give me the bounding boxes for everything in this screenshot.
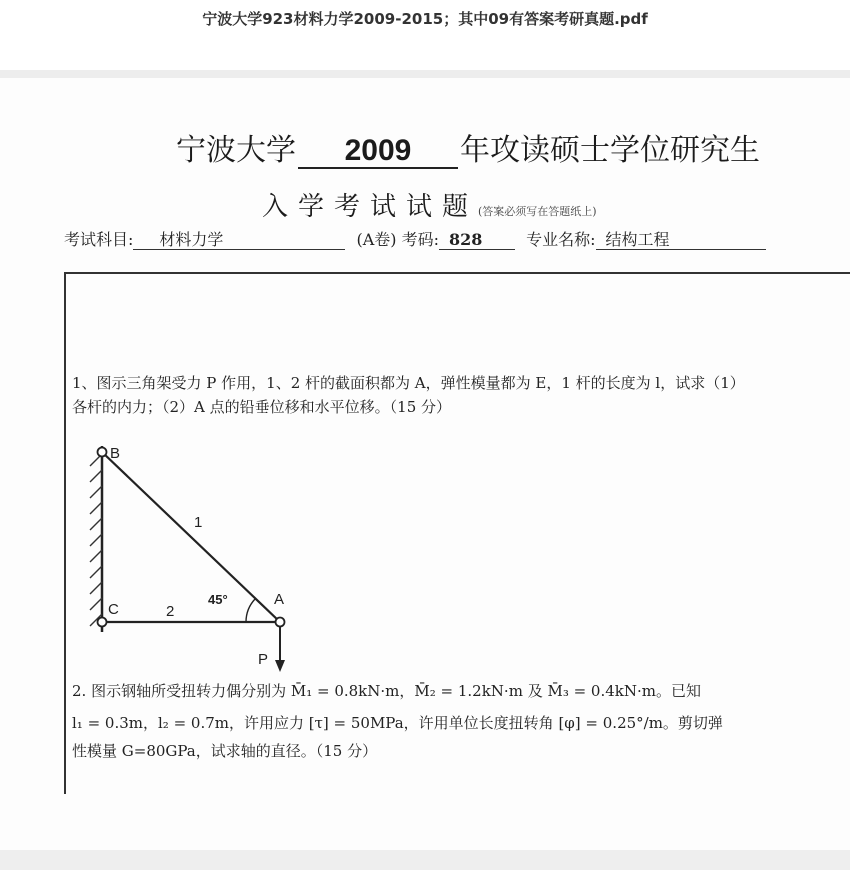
header-divider <box>0 70 850 78</box>
major-value: 结构工程 <box>596 231 766 250</box>
question-2-line-1: 2. 图示钢轴所受扭转力偶分别为 M̄₁ = 0.8kN·m，M̄₂ = 1.2kN·m 及 M̄₃ = 0.4kN·m。已知 <box>72 682 701 700</box>
joint-a <box>276 618 285 627</box>
label-bar-1: 1 <box>194 514 203 531</box>
exam-title-prefix: 宁波大学 <box>176 133 296 168</box>
question-2-line-3: 性模量 G=80GPa，试求轴的直径。（15 分） <box>72 742 378 760</box>
question-1-line-2: 各杆的内力；（2）A 点的铅垂位移和水平位移。（15 分） <box>72 398 452 416</box>
label-a: A <box>274 591 285 608</box>
question-1-line-1: 1、图示三角架受力 P 作用，1、2 杆的截面积都为 A，弹性模量都为 E，1 杆的长度为 l，试求（1） <box>72 374 745 392</box>
label-angle: 45° <box>208 592 228 607</box>
code-value: 828 <box>439 231 515 250</box>
label-p: P <box>258 651 269 668</box>
exam-year: 2009 <box>298 135 458 169</box>
joint-b <box>98 448 107 457</box>
subject-value: 材料力学 <box>133 231 345 250</box>
label-bar-2: 2 <box>166 603 175 620</box>
viewer-header <box>0 0 850 70</box>
label-b: B <box>110 445 121 462</box>
exam-subtitle <box>262 186 597 223</box>
load-arrowhead <box>275 660 285 672</box>
subject-label: 考试科目: <box>64 230 134 249</box>
exam-subtitle-text: 入学考试试题 <box>262 192 479 222</box>
bar-1 <box>102 452 280 622</box>
question-2-line-2: l₁ = 0.3m，l₂ = 0.7m，许用应力 [τ] = 50MPa，许用单位长度扭转角 [φ] = 0.25°/m。剪切弹 <box>72 714 723 732</box>
paper-code-label: (A卷) 考码: <box>356 230 440 249</box>
label-c: C <box>108 601 119 618</box>
exam-info-line <box>64 230 850 250</box>
document-title: 宁波大学923材料力学2009-2015；其中09有答案考研真题.pdf <box>202 10 648 28</box>
joint-c <box>98 618 107 627</box>
wall-support <box>90 446 102 632</box>
major-label: 专业名称: <box>526 230 596 249</box>
angle-arc <box>246 598 256 622</box>
exam-title-suffix: 年攻读硕士学位研究生 <box>460 133 760 168</box>
viewer-footer <box>0 850 850 870</box>
exam-title <box>176 125 760 169</box>
exam-subtitle-note: (答案必须写在答题纸上) <box>478 205 597 218</box>
